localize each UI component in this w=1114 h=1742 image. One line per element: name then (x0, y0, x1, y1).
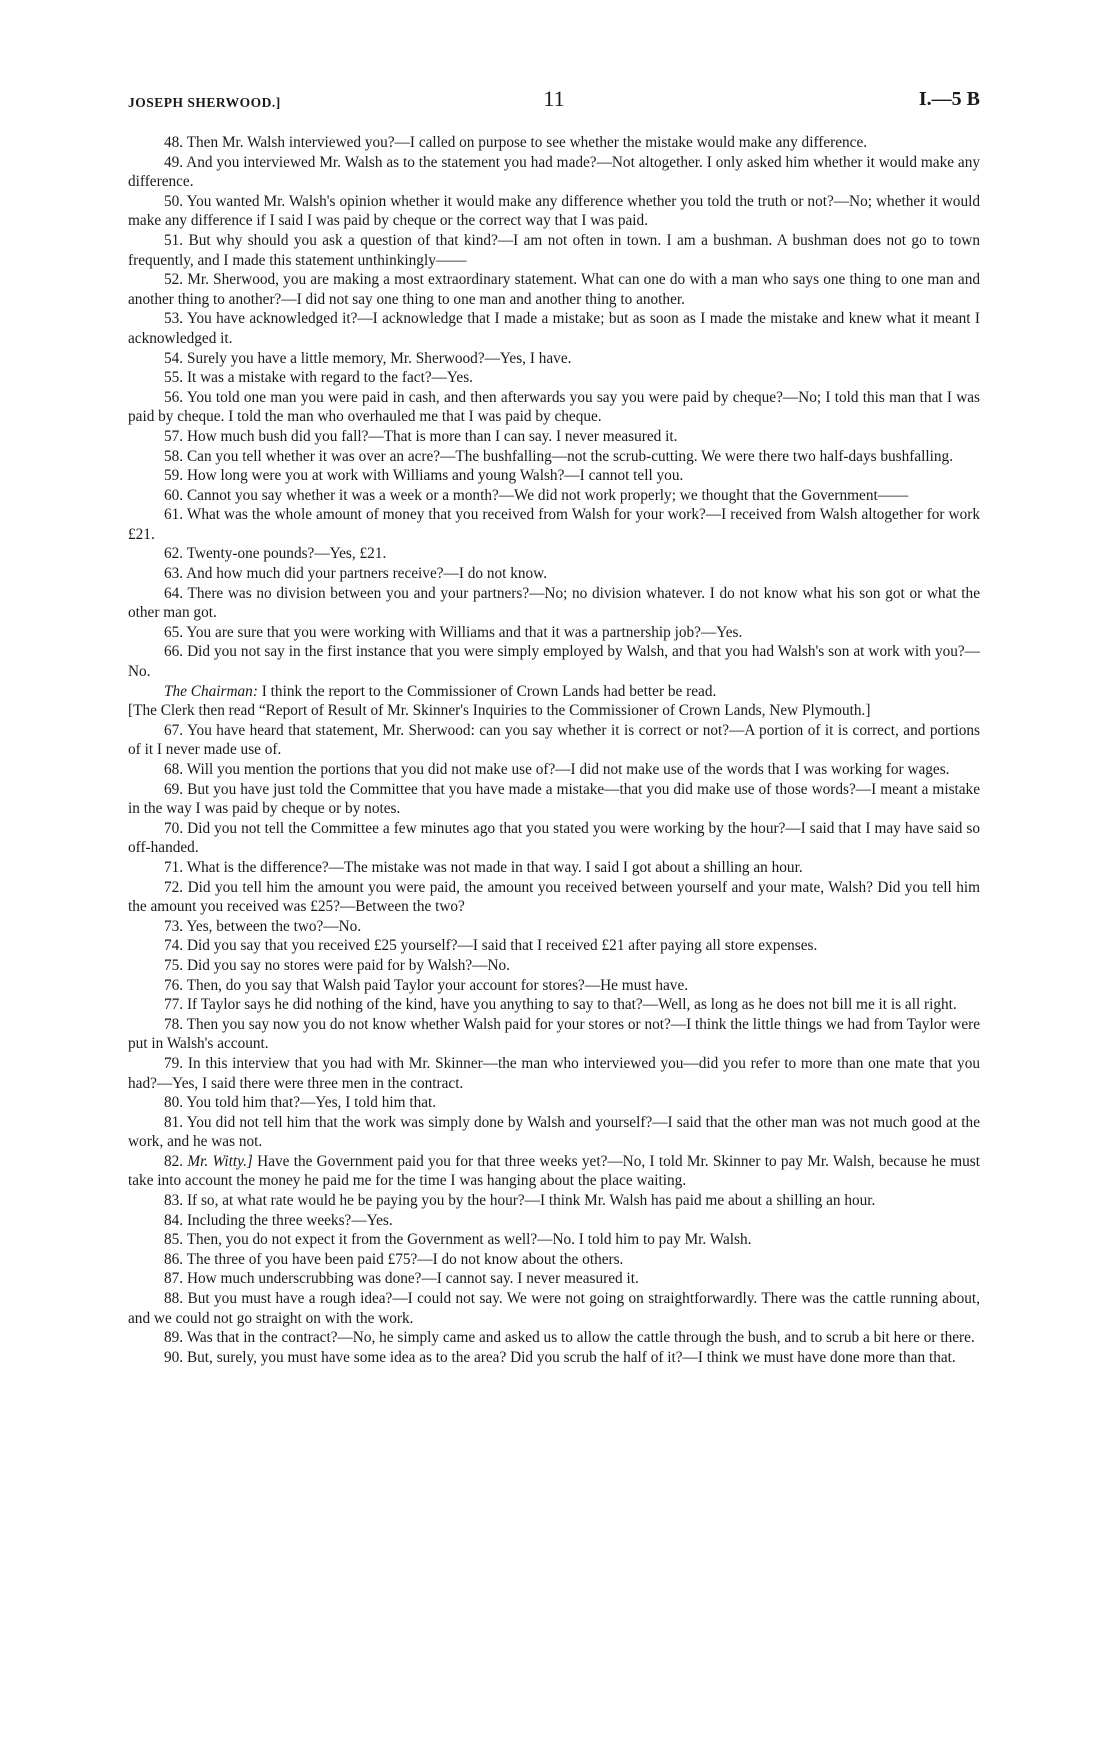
paragraph (128, 917, 980, 937)
paragraph-text: Surely you have a little memory, Mr. Sherwood?—Yes, I have. (186, 349, 572, 367)
paragraph (128, 309, 980, 348)
paragraph (128, 1191, 980, 1211)
paragraph-text: Have the Government paid you for that three weeks yet?—No, I told Mr. Skinner to pay Mr. Walsh, because he must take into account the money he paid me for the time I was hanging about the place waiting. (128, 1152, 980, 1190)
paragraph (128, 701, 980, 721)
question-number: 61. (164, 506, 184, 524)
page-number: 11 (543, 86, 565, 111)
question-number: 53. (164, 310, 184, 328)
question-number: 52. (164, 271, 184, 289)
question-number: 88. (164, 1290, 184, 1308)
question-number: 62. (164, 545, 184, 563)
paragraph-text: But why should you ask a question of that kind?—I am not often in town. I am a bushman. A bushman does not go to town frequently, and I made this statement unthinkingly—— (128, 231, 980, 269)
paragraph (128, 858, 980, 878)
paragraph-text: You told one man you were paid in cash, and then afterwards you say you were paid by cheque?—No; I told this man that I was paid by cheque. I told the man who overhauled me that I was paid by cheque. (128, 388, 980, 426)
paragraph-text: You did not tell him that the work was simply done by Walsh and yourself?—I said that the other man was not much good at the work, and he was not. (128, 1113, 980, 1151)
paragraph-text: What was the whole amount of money that you received from Walsh for your work?—I received from Walsh altogether for work £21. (128, 506, 980, 543)
paragraph (128, 682, 980, 702)
paragraph (128, 584, 980, 623)
paragraph (128, 466, 980, 486)
paragraph (128, 1015, 980, 1054)
paragraph-text: And you interviewed Mr. Walsh as to the statement you had made?—Not altogether. I only asked him whether it would make any difference. (128, 153, 980, 191)
paragraph (128, 447, 980, 467)
paragraph-text: Did you not tell the Committee a few minutes ago that you stated you were working by the hour?—I said that I may have said so off-handed. (128, 819, 980, 857)
question-number: 59. (164, 467, 184, 485)
paragraph (128, 721, 980, 760)
question-number: 78. (164, 1015, 184, 1033)
paragraph-text: If so, at what rate would he be paying you by the hour?—I think Mr. Walsh has paid me about a shilling an hour. (186, 1192, 876, 1210)
question-number: 86. (164, 1250, 184, 1268)
paragraph-text: The three of you have been paid £75?—I do not know about the others. (186, 1250, 624, 1268)
question-number: 65. (164, 623, 184, 641)
paragraph-text: And how much did your partners receive?—I do not know. (186, 565, 548, 583)
paragraph (128, 1269, 980, 1289)
paragraph (128, 1328, 980, 1348)
question-number: 70. (164, 819, 184, 837)
question-number: 75. (164, 956, 184, 974)
question-number: 74. (164, 937, 184, 955)
question-number: 60. (164, 486, 184, 504)
question-number: 81. (164, 1113, 184, 1131)
paragraph (128, 544, 980, 564)
question-number: 58. (164, 447, 184, 465)
paragraph (128, 819, 980, 858)
paragraph (128, 878, 980, 917)
paragraph-text: Twenty-one pounds?—Yes, £21. (186, 545, 387, 563)
paragraph (128, 1348, 980, 1368)
question-number: 50. (164, 192, 184, 210)
paragraph-text: If Taylor says he did nothing of the kind, have you anything to say to that?—Well, as long as he does not bill me it is all right. (186, 996, 957, 1014)
paragraph (128, 270, 980, 309)
question-number: 83. (164, 1192, 184, 1210)
question-number: 79. (164, 1054, 184, 1072)
paragraph-text: I think the report to the Commissioner of Crown Lands had better be read. (261, 682, 717, 700)
paragraph (128, 505, 980, 544)
paragraph (128, 780, 980, 819)
paragraph (128, 623, 980, 643)
paragraph-text: Yes, between the two?—No. (186, 917, 362, 935)
paragraph (128, 486, 980, 506)
paragraph-text: But you have just told the Committee that you have made a mistake—that you did make use of those words?—I meant a mistake in the way I was paid by cheque or by notes. (128, 780, 980, 818)
question-number: 73. (164, 917, 184, 935)
paragraph (128, 1113, 980, 1152)
question-number: 68. (164, 761, 184, 778)
question-number: 87. (164, 1270, 184, 1288)
paragraph (128, 1152, 980, 1191)
paragraph (128, 1093, 980, 1113)
question-number: 54. (164, 349, 184, 367)
header-paper-ref: I.—5 B (918, 88, 980, 110)
paragraph-text: But, surely, you must have some idea as to the area? Did you scrub the half of it?—I think we must have done more than that. (186, 1348, 956, 1366)
paragraph (128, 133, 980, 153)
paragraph-text: You have heard that statement, Mr. Sherwood: can you say whether it is correct or not?—A portion of it is correct, and portions of it I never made use of. (128, 721, 980, 759)
paragraph-text: But you must have a rough idea?—I could not say. We were not going on straightforwardly. There was the cattle running about, and we could not go straight on with the work. (128, 1290, 980, 1327)
paragraph-text: Did you tell him the amount you were paid, the amount you received between yourself and your mate, Walsh? Did you tell him the amount you received was £25?—Between the two? (128, 878, 980, 916)
header-witness-name: JOSEPH SHERWOOD.] (128, 95, 281, 110)
question-number: 57. (164, 427, 184, 445)
question-number: 90. (164, 1348, 184, 1366)
question-number: 77. (164, 996, 184, 1014)
question-number: 76. (164, 976, 184, 994)
paragraph-text: Can you tell whether it was over an acre?—The bushfalling—not the scrub-cutting. We were there two half-days bushfalling. (186, 447, 954, 465)
paragraph-text: Was that in the contract?—No, he simply came and asked us to allow the cattle through the bush, and to scrub a bit here or there. (186, 1329, 975, 1347)
paragraph-text: What is the difference?—The mistake was not made in that way. I said I got about a shilling an hour. (186, 858, 803, 876)
question-number: 72. (164, 878, 184, 896)
question-number: 49. (164, 153, 184, 171)
paragraph (128, 936, 980, 956)
paragraph (128, 368, 980, 388)
paragraph-text: Then, you do not expect it from the Government as well?—No. I told him to pay Mr. Walsh. (186, 1231, 752, 1249)
paragraph (128, 427, 980, 447)
paragraph-text: There was no division between you and your partners?—No; no division whatever. I do not know what his son got or what the other man got. (128, 584, 980, 622)
question-number: 66. (164, 643, 184, 661)
paragraph-text: Did you not say in the first instance that you were simply employed by Walsh, and that you had Walsh's son at work with you?—No. (128, 643, 980, 681)
paragraph-text: Then you say now you do not know whether Walsh paid for your stores or not?—I think the little things we had from Taylor were put in Walsh's account. (128, 1015, 980, 1053)
paragraph-text: Did you say that you received £25 yourself?—I said that I received £21 after paying all store expenses. (186, 937, 818, 955)
paragraph (128, 995, 980, 1015)
question-number: 89. (164, 1329, 184, 1347)
paragraph-text: Cannot you say whether it was a week or a month?—We did not work properly; we thought that the Government—— (186, 486, 909, 504)
paragraph-text: Did you say no stores were paid for by Walsh?—No. (186, 956, 511, 974)
paragraph-text: How long were you at work with Williams and young Walsh?—I cannot tell you. (186, 467, 684, 485)
paragraph (128, 153, 980, 192)
question-number: 56. (164, 388, 184, 406)
paragraph (128, 388, 980, 427)
paragraph (128, 1054, 980, 1093)
paragraph-text: It was a mistake with regard to the fact?—Yes. (186, 369, 473, 387)
paragraph-text: In this interview that you had with Mr. Skinner—the man who interviewed you—did you refer to more than one mate that you had?—Yes, I said there were three men in the contract. (128, 1054, 980, 1092)
paragraph-text: You wanted Mr. Walsh's opinion whether it would make any difference whether you told the truth or not?—No; whether it would make any difference if I said I was paid by cheque or the correct way that I was paid. (128, 192, 980, 230)
paragraph-text: You have acknowledged it?—I acknowledge that I made a mistake; but as soon as I made the mistake and knew what it meant I acknowledged it. (128, 310, 980, 347)
question-number: 84. (164, 1211, 184, 1229)
paragraph (128, 349, 980, 369)
paragraph-text: Mr. Sherwood, you are making a most extraordinary statement. What can one do with a man who says one thing to one man and another thing to another?—I did not say one thing to one man and another thing to another. (128, 271, 980, 308)
paragraph-text: You told him that?—Yes, I told him that. (186, 1094, 437, 1112)
paragraph-text: [The Clerk then read “Report of Result of Mr. Skinner's Inquiries to the Commissioner of Crown Lands, New Plymouth.] (128, 702, 871, 720)
question-number: 55. (164, 369, 184, 387)
paragraph-text: How much underscrubbing was done?—I cannot say. I never measured it. (186, 1270, 639, 1288)
paragraph-text: How much bush did you fall?—That is more than I can say. I never measured it. (186, 427, 678, 445)
question-number: 85. (164, 1231, 184, 1249)
question-number: 51. (164, 231, 184, 249)
paragraph (128, 976, 980, 996)
paragraph (128, 760, 980, 780)
paragraph (128, 1230, 980, 1250)
question-number: 69. (164, 780, 184, 798)
speaker-name: The Chairman: (164, 682, 258, 700)
question-number: 80. (164, 1094, 184, 1112)
paragraph-text: Then Mr. Walsh interviewed you?—I called on purpose to see whether the mistake would make any difference. (186, 134, 868, 151)
speaker-name: Mr. Witty.] (187, 1152, 253, 1170)
question-number: 48. (164, 134, 184, 151)
paragraph-text: Including the three weeks?—Yes. (186, 1211, 393, 1229)
paragraph (128, 192, 980, 231)
page-header (128, 86, 980, 116)
question-number: 67. (164, 721, 184, 739)
paragraph (128, 231, 980, 270)
paragraph-text: You are sure that you were working with Williams and that it was a partnership job?—Yes. (186, 623, 743, 641)
question-number: 63. (164, 565, 184, 583)
paragraph (128, 1250, 980, 1270)
question-number: 71. (164, 858, 184, 876)
paragraph-text: Will you mention the portions that you did not make use of?—I did not make use of the words that I was working for wages. (186, 761, 950, 778)
question-number: 82. (164, 1152, 184, 1170)
paragraph (128, 956, 980, 976)
paragraph (128, 642, 980, 681)
question-number: 64. (164, 584, 184, 602)
evidence-body (128, 133, 980, 1367)
paragraph (128, 1289, 980, 1328)
paragraph-text: Then, do you say that Walsh paid Taylor your account for stores?—He must have. (186, 976, 689, 994)
paragraph (128, 564, 980, 584)
paragraph (128, 1211, 980, 1231)
